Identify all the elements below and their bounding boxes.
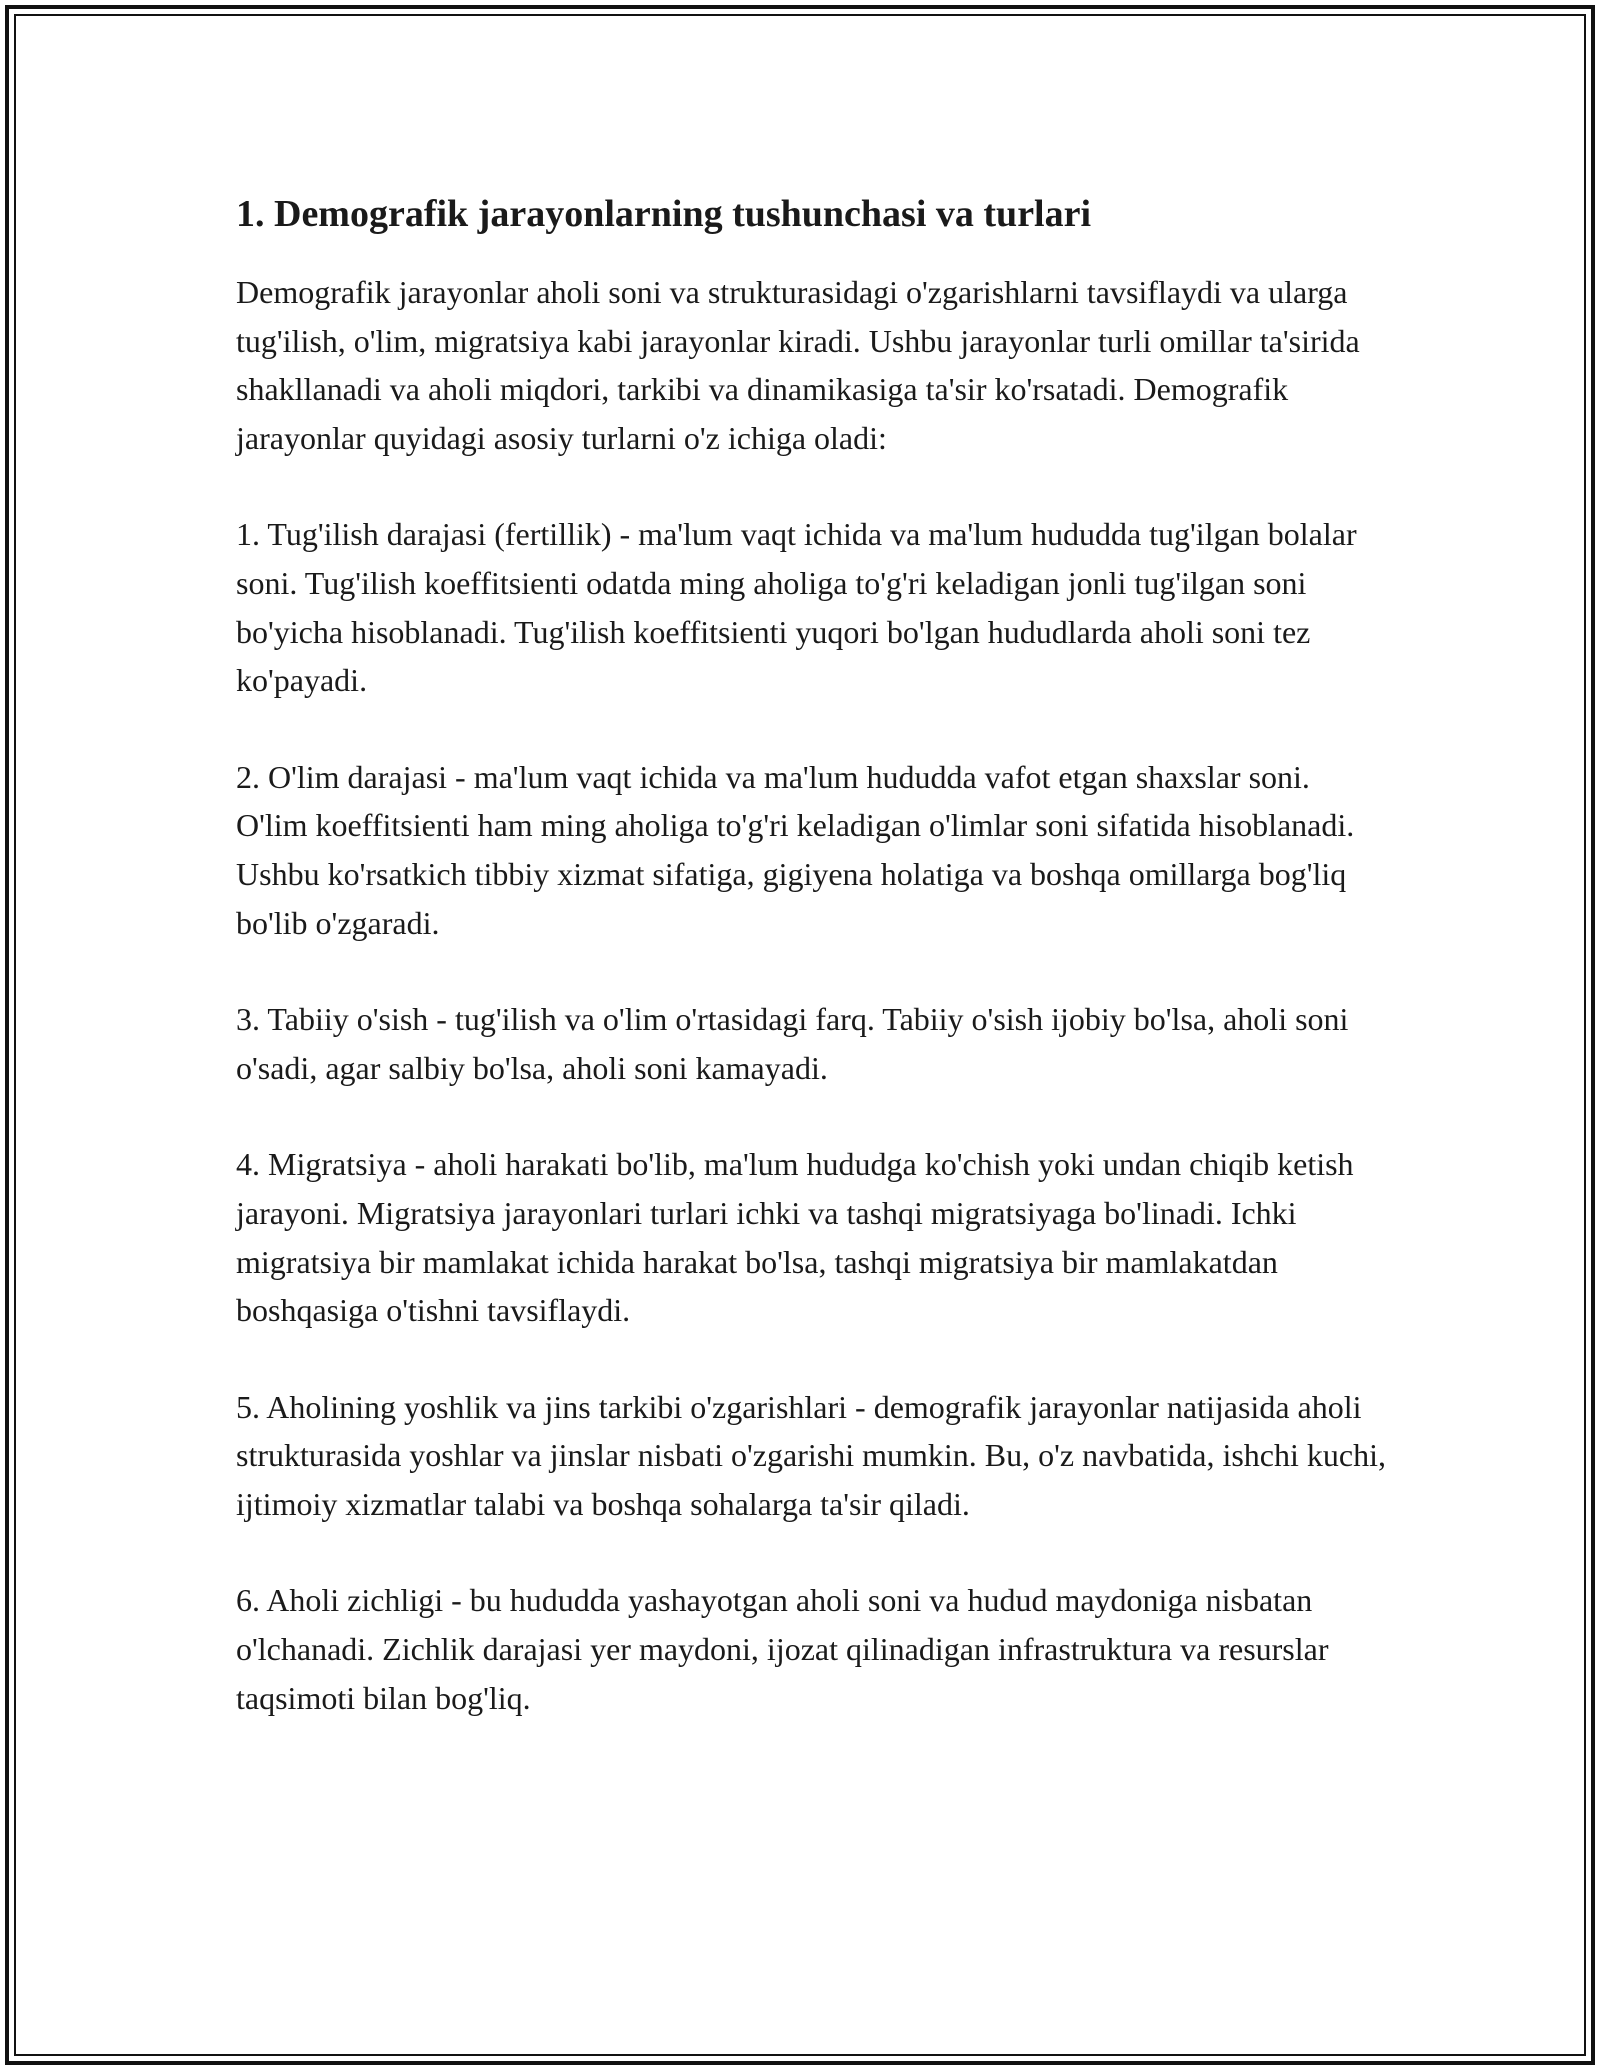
list-item-fertility: 1. Tug'ilish darajasi (fertillik) - ma'lum vaqt ichida va ma'lum hududda tug'ilgan bolalar soni. Tug'ilish koeffitsienti odatda ming aholiga to'g'ri keladigan jonli tug'ilgan soni bo'yicha hisoblanadi. Tug'ilish koeffitsienti yuqori bo'lgan hududlarda aholi soni tez ko'payadi. [236,516,1357,699]
list-item-age-sex-structure: 5. Aholining yoshlik va jins tarkibi o'zgarishlari - demografik jarayonlar natijasida aholi strukturasida yoshlar va jinslar nisbati o'zgarishi mumkin. Bu, o'z navbatida, ishchi kuchi, ijtimoiy xizmatlar talabi va boshqa sohalarga ta'sir qiladi. [236,1388,1386,1522]
document-body [236,186,1386,1770]
list-item-mortality: 2. O'lim darajasi - ma'lum vaqt ichida va ma'lum hududda vafot etgan shaxslar soni. O'lim koeffitsienti ham ming aholiga to'g'ri keladigan o'limlar soni sifatida hisoblanadi. Ushbu ko'rsatkich tibbiy xizmat sifatiga, gigiyena holatiga va boshqa omillarga bog'liq bo'lib o'zgaradi. [236,758,1355,941]
document-title: 1. Demografik jarayonlarning tushunchasi va turlari [236,193,1092,235]
intro-paragraph: Demografik jarayonlar aholi soni va strukturasidagi o'zgarishlarni tavsiflaydi va ularga tug'ilish, o'lim, migratsiya kabi jarayonlar kiradi. Ushbu jarayonlar turli omillar ta'sirida shakllanadi va aholi miqdori, tarkibi va dinamikasiga ta'sir ko'rsatadi. Demografik jarayonlar quyidagi asosiy turlarni o'z ichiga oladi: [236,274,1360,456]
list-item-natural-growth: 3. Tabiiy o'sish - tug'ilish va o'lim o'rtasidagi farq. Tabiiy o'sish ijobiy bo'lsa, aholi soni o'sadi, agar salbiy bo'lsa, aholi soni kamayadi. [236,1001,1349,1086]
list-item-migration: 4. Migratsiya - aholi harakati bo'lib, ma'lum hududga ko'chish yoki undan chiqib ketish jarayoni. Migratsiya jarayonlari turlari ichki va tashqi migratsiyaga bo'linadi. Ichki migratsiya bir mamlakat ichida harakat bo'lsa, tashqi migratsiya bir mamlakatdan boshqasiga o'tishni tavsiflaydi. [236,1146,1354,1329]
list-item-population-density: 6. Aholi zichligi - bu hududda yashayotgan aholi soni va hudud maydoniga nisbatan o'lchanadi. Zichlik darajasi yer maydoni, ijozat qilinadigan infrastruktura va resurslar taqsimoti bilan bog'liq. [236,1582,1329,1716]
